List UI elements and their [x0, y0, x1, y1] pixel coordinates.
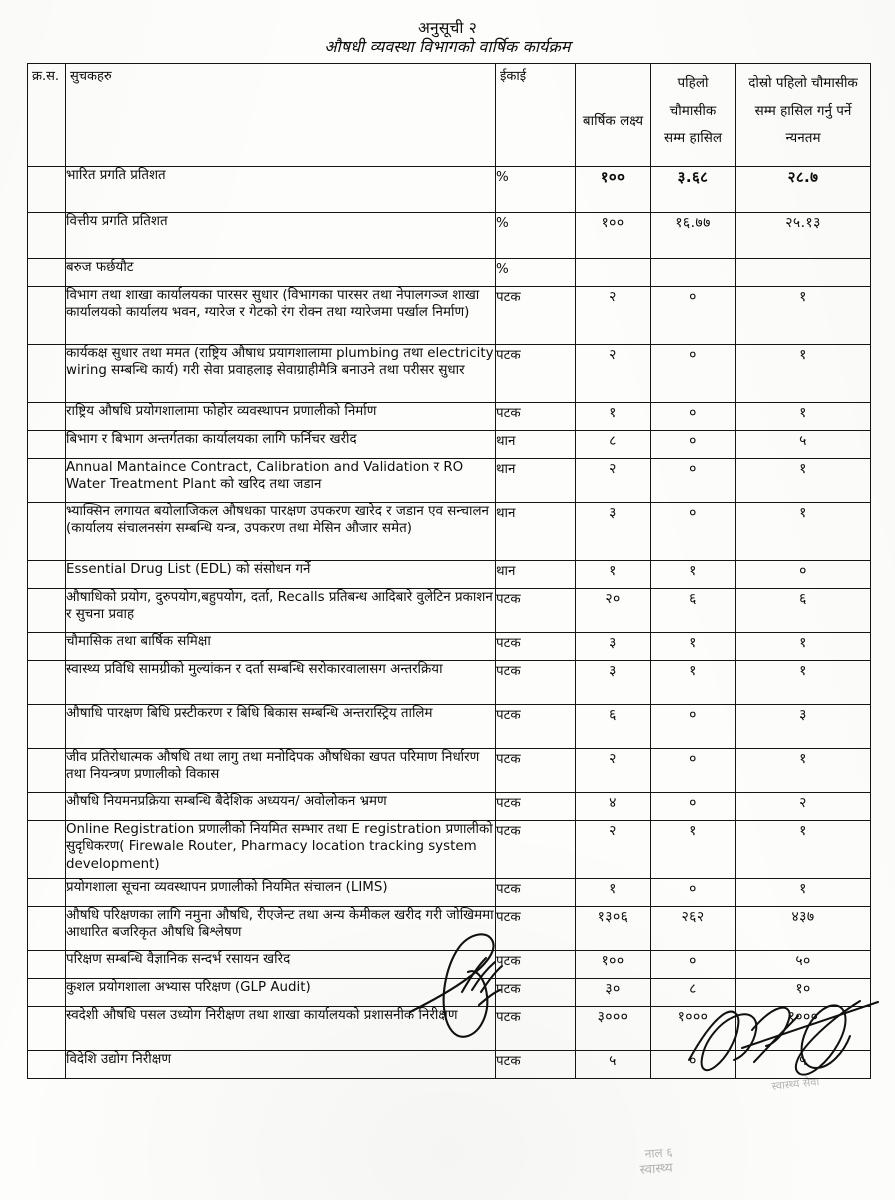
cell-first-trimester: ० [651, 793, 736, 821]
header-second-trimester-line-1: दोस्रो पहिलो चौमासीक [748, 75, 858, 91]
cell-unit: पटक [496, 821, 576, 879]
cell-serial-number [28, 1007, 66, 1051]
cell-second-trimester: १ [736, 879, 871, 907]
cell-unit: पटक [496, 879, 576, 907]
cell-unit: पटक [496, 589, 576, 633]
cell-annual-target: १३०६ [576, 907, 651, 951]
cell-annual-target: १०० [576, 213, 651, 259]
cell-indicator: वित्तीय प्रगति प्रतिशत [66, 213, 496, 259]
header-indicator [66, 64, 496, 167]
header-second-trimester [736, 64, 871, 167]
header-annual-target [576, 64, 651, 167]
cell-annual-target: १०० [576, 167, 651, 213]
cell-indicator: बरुज फर्छयौट [66, 259, 496, 287]
cell-first-trimester: ० [651, 951, 736, 979]
cell-serial-number [28, 459, 66, 503]
cell-second-trimester: १ [736, 459, 871, 503]
header-first-trimester-line-3: सम्म हासिल [664, 130, 722, 147]
cell-second-trimester: ५ [736, 1051, 871, 1079]
table-row [28, 287, 871, 345]
cell-second-trimester: १ [736, 661, 871, 705]
cell-unit: पटक [496, 345, 576, 403]
table-header-row [28, 64, 871, 167]
cell-first-trimester [651, 259, 736, 287]
cell-first-trimester: ० [651, 345, 736, 403]
cell-indicator: भारित प्रगति प्रतिशत [66, 167, 496, 213]
table-row [28, 213, 871, 259]
cell-annual-target: २० [576, 589, 651, 633]
cell-serial-number [28, 431, 66, 459]
cell-indicator: स्वदेशी औषधि पसल उध्योग निरीक्षण तथा शाखा कार्यालयको प्रशासनीक निरीक्षण [66, 1007, 496, 1051]
cell-first-trimester: ० [651, 459, 736, 503]
cell-indicator: परिक्षण सम्बन्धि वैज्ञानिक सन्दर्भ रसायन खरिद [66, 951, 496, 979]
table-row [28, 167, 871, 213]
cell-second-trimester: ५० [736, 951, 871, 979]
cell-indicator: औषाधिको प्रयोग, दुरुपयोग,बहुपयोग, दर्ता, Recalls प्रतिबन्ध आदिबारे वुलेटिन प्रकाशन र सुचना प्रवाह [66, 589, 496, 633]
cell-unit: पटक [496, 1007, 576, 1051]
cell-second-trimester: १ [736, 287, 871, 345]
table-row [28, 1007, 871, 1051]
table-row [28, 879, 871, 907]
stamp-impressions [639, 1075, 820, 1178]
cell-annual-target: ४ [576, 793, 651, 821]
stamp-bottom-line1: नाल ६ [644, 1145, 674, 1161]
cell-second-trimester: ० [736, 561, 871, 589]
cell-unit: थान [496, 561, 576, 589]
cell-second-trimester: १ [736, 503, 871, 561]
cell-first-trimester: ० [651, 705, 736, 749]
table-row [28, 503, 871, 561]
header-serial-number-label: क्र.स. [32, 69, 60, 84]
cell-unit: थान [496, 459, 576, 503]
cell-serial-number [28, 821, 66, 879]
cell-serial-number [28, 633, 66, 661]
cell-annual-target: २ [576, 459, 651, 503]
cell-unit: थान [496, 503, 576, 561]
cell-indicator: स्वास्थ्य प्रविधि सामग्रीको मुल्यांकन र दर्ता सम्बन्धि सरोकारवालासग अन्तरक्रिया [66, 661, 496, 705]
cell-serial-number [28, 951, 66, 979]
cell-unit: पटक [496, 705, 576, 749]
cell-unit: % [496, 259, 576, 287]
cell-serial-number [28, 167, 66, 213]
table-row [28, 431, 871, 459]
cell-serial-number [28, 793, 66, 821]
cell-first-trimester: ६ [651, 589, 736, 633]
cell-unit: पटक [496, 907, 576, 951]
cell-indicator: कार्यकक्ष सुधार तथा ममत (राष्ट्रिय औषाध प्रयागशालामा plumbing तथा electricity wiring सम्बन्धि कार्य) गरी सेवा प्रवाहलाइ सेवाग्राहीमैत्रि बनाउने तथा परीसर सुधार [66, 345, 496, 403]
cell-annual-target: १ [576, 403, 651, 431]
header-unit [496, 64, 576, 167]
cell-second-trimester: २ [736, 793, 871, 821]
cell-unit: पटक [496, 403, 576, 431]
cell-first-trimester: ० [651, 287, 736, 345]
cell-unit: % [496, 167, 576, 213]
cell-indicator: औषधि नियमनप्रक्रिया सम्बन्धि बैदेशिक अध्ययन/ अवोलोकन भ्रमण [66, 793, 496, 821]
header-serial-number [28, 64, 66, 167]
table-row [28, 1051, 871, 1079]
cell-annual-target: १०० [576, 951, 651, 979]
cell-serial-number [28, 213, 66, 259]
cell-indicator: औषाधि पारक्षण बिधि प्रस्टीकरण र बिधि बिकास सम्बन्धि अन्तरास्ट्रिय तालिम [66, 705, 496, 749]
stamp-right-text: स्वास्थ्य सेवा [770, 1075, 820, 1093]
table-row [28, 749, 871, 793]
cell-first-trimester: १ [651, 561, 736, 589]
cell-serial-number [28, 979, 66, 1007]
cell-first-trimester: ० [651, 403, 736, 431]
cell-second-trimester [736, 259, 871, 287]
program-table-container [27, 63, 870, 1079]
cell-indicator: औषधि परिक्षणका लागि नमुना औषधि, रीएजेन्ट तथा अन्य केमीकल खरीद गरी जोखिममा आधारित बजरिकृत औषधि बिश्लेषण [66, 907, 496, 951]
cell-first-trimester: १ [651, 633, 736, 661]
cell-indicator: विभाग तथा शाखा कार्यालयका पारसर सुधार (विभागका पारसर तथा नेपालगञ्ज शाखा कार्यालयको कार्यालय भवन, ग्यारेज र गेटको रंग रोक्न तथा ग्यारेजमा पर्खाल निर्माण) [66, 287, 496, 345]
document-title-block [0, 0, 895, 57]
cell-serial-number [28, 907, 66, 951]
cell-first-trimester: ० [651, 1051, 736, 1079]
cell-second-trimester: १ [736, 633, 871, 661]
cell-unit: पटक [496, 287, 576, 345]
cell-first-trimester: ० [651, 431, 736, 459]
stamp-bottom-line2: स्वास्थ्य [639, 1160, 674, 1178]
cell-annual-target: ६ [576, 705, 651, 749]
table-row [28, 793, 871, 821]
cell-indicator: राष्ट्रिय औषधि प्रयोगशालामा फोहोर व्यवस्थापन प्रणालीको निर्माण [66, 403, 496, 431]
header-second-trimester-line-2: सम्म हासिल गर्नु पर्ने [754, 102, 852, 119]
cell-annual-target: २ [576, 821, 651, 879]
table-row [28, 979, 871, 1007]
cell-unit: पटक [496, 661, 576, 705]
cell-annual-target: ५ [576, 1051, 651, 1079]
header-second-trimester-lines [736, 70, 870, 153]
cell-indicator: Annual Mantaince Contract, Calibration and Validation र RO Water Treatment Plant को खरिद तथा जडान [66, 459, 496, 503]
cell-annual-target: १ [576, 561, 651, 589]
cell-serial-number [28, 661, 66, 705]
cell-first-trimester: २६२ [651, 907, 736, 951]
cell-annual-target: ३००० [576, 1007, 651, 1051]
cell-serial-number [28, 345, 66, 403]
cell-second-trimester: १ [736, 821, 871, 879]
cell-second-trimester: १ [736, 403, 871, 431]
cell-unit: पटक [496, 793, 576, 821]
cell-serial-number [28, 879, 66, 907]
cell-second-trimester: १००० [736, 1007, 871, 1051]
cell-second-trimester: ४३७ [736, 907, 871, 951]
cell-serial-number [28, 705, 66, 749]
cell-first-trimester: १००० [651, 1007, 736, 1051]
cell-second-trimester: १ [736, 749, 871, 793]
table-row [28, 661, 871, 705]
cell-serial-number [28, 1051, 66, 1079]
table-row [28, 633, 871, 661]
table-row [28, 459, 871, 503]
header-first-trimester-line-1: पहिलो [677, 75, 709, 91]
cell-first-trimester: १ [651, 821, 736, 879]
header-first-trimester [651, 64, 736, 167]
cell-annual-target [576, 259, 651, 287]
cell-second-trimester: ६ [736, 589, 871, 633]
header-second-trimester-line-3: न्यनतम [785, 130, 821, 147]
cell-serial-number [28, 259, 66, 287]
table-row [28, 589, 871, 633]
cell-serial-number [28, 503, 66, 561]
cell-second-trimester: २५.१३ [736, 213, 871, 259]
cell-second-trimester: ५ [736, 431, 871, 459]
cell-annual-target: ३ [576, 661, 651, 705]
table-row [28, 907, 871, 951]
cell-unit: पटक [496, 951, 576, 979]
cell-first-trimester: ८ [651, 979, 736, 1007]
header-first-trimester-lines [651, 70, 735, 153]
table-body [28, 167, 871, 1079]
cell-second-trimester: १० [736, 979, 871, 1007]
cell-serial-number [28, 403, 66, 431]
cell-unit: थान [496, 431, 576, 459]
header-indicator-label: सुचकहरु [70, 69, 112, 84]
cell-indicator: जीव प्रतिरोधात्मक औषधि तथा लागु तथा मनोदिपक औषधिका खपत परिमाण निर्धारण तथा नियन्त्रण प्रणालीको विकास [66, 749, 496, 793]
cell-indicator: भ्याक्सिन लगायत बयोलाजिकल औषधका पारक्षण उपकरण खारेद र जडान एव सन्चालन (कार्यालय संचालनसंग सम्बन्धि यन्त्र, उपकरण तथा मेसिन औजार समेत) [66, 503, 496, 561]
cell-first-trimester: १६.७७ [651, 213, 736, 259]
cell-indicator: कुशल प्रयोगशाला अभ्यास परिक्षण (GLP Audit) [66, 979, 496, 1007]
cell-annual-target: २ [576, 749, 651, 793]
cell-first-trimester: ३.६८ [651, 167, 736, 213]
cell-first-trimester: १ [651, 661, 736, 705]
cell-annual-target: १ [576, 879, 651, 907]
cell-annual-target: ३० [576, 979, 651, 1007]
cell-annual-target: २ [576, 345, 651, 403]
cell-serial-number [28, 749, 66, 793]
cell-unit: पटक [496, 749, 576, 793]
page-title: औषधी व्यवस्था विभागको वार्षिक कार्यक्रम [324, 37, 571, 57]
table-row [28, 345, 871, 403]
cell-unit: % [496, 213, 576, 259]
cell-first-trimester: ० [651, 503, 736, 561]
cell-annual-target: ३ [576, 503, 651, 561]
cell-indicator: चौमासिक तथा बार्षिक समिक्षा [66, 633, 496, 661]
header-annual-target-label: बार्षिक लक्ष्य [582, 113, 644, 129]
cell-unit: पटक [496, 979, 576, 1007]
annual-program-table [27, 63, 871, 1079]
header-first-trimester-line-2: चौमासीक [669, 102, 717, 119]
cell-serial-number [28, 287, 66, 345]
annex-number: अनुसूची २ [418, 19, 477, 37]
cell-annual-target: ३ [576, 633, 651, 661]
cell-indicator: Essential Drug List (EDL) को संसोधन गर्ने [66, 561, 496, 589]
table-row [28, 561, 871, 589]
cell-indicator: प्रयोगशाला सूचना व्यवस्थापन प्रणालीको नियमित संचालन (LIMS) [66, 879, 496, 907]
cell-second-trimester: २८.७ [736, 167, 871, 213]
table-row [28, 705, 871, 749]
cell-annual-target: २ [576, 287, 651, 345]
cell-first-trimester: ० [651, 749, 736, 793]
cell-unit: पटक [496, 1051, 576, 1079]
cell-indicator: बिभाग र बिभाग अन्तर्गतका कार्यालयका लागि फर्निचर खरीद [66, 431, 496, 459]
table-row [28, 821, 871, 879]
cell-second-trimester: ३ [736, 705, 871, 749]
table-head [28, 64, 871, 167]
cell-indicator: Online Registration प्रणालीको नियमित सम्भार तथा E registration प्रणालीको सुदृधिकरण( Firewale Router, Pharmacy location tracking system development) [66, 821, 496, 879]
table-row [28, 951, 871, 979]
cell-serial-number [28, 589, 66, 633]
cell-first-trimester: ० [651, 879, 736, 907]
header-unit-label: ईकाई [500, 69, 527, 84]
table-row [28, 403, 871, 431]
cell-second-trimester: १ [736, 345, 871, 403]
cell-annual-target: ८ [576, 431, 651, 459]
table-row [28, 259, 871, 287]
cell-unit: पटक [496, 633, 576, 661]
cell-serial-number [28, 561, 66, 589]
cell-indicator: विदेशि उद्योग निरीक्षण [66, 1051, 496, 1079]
